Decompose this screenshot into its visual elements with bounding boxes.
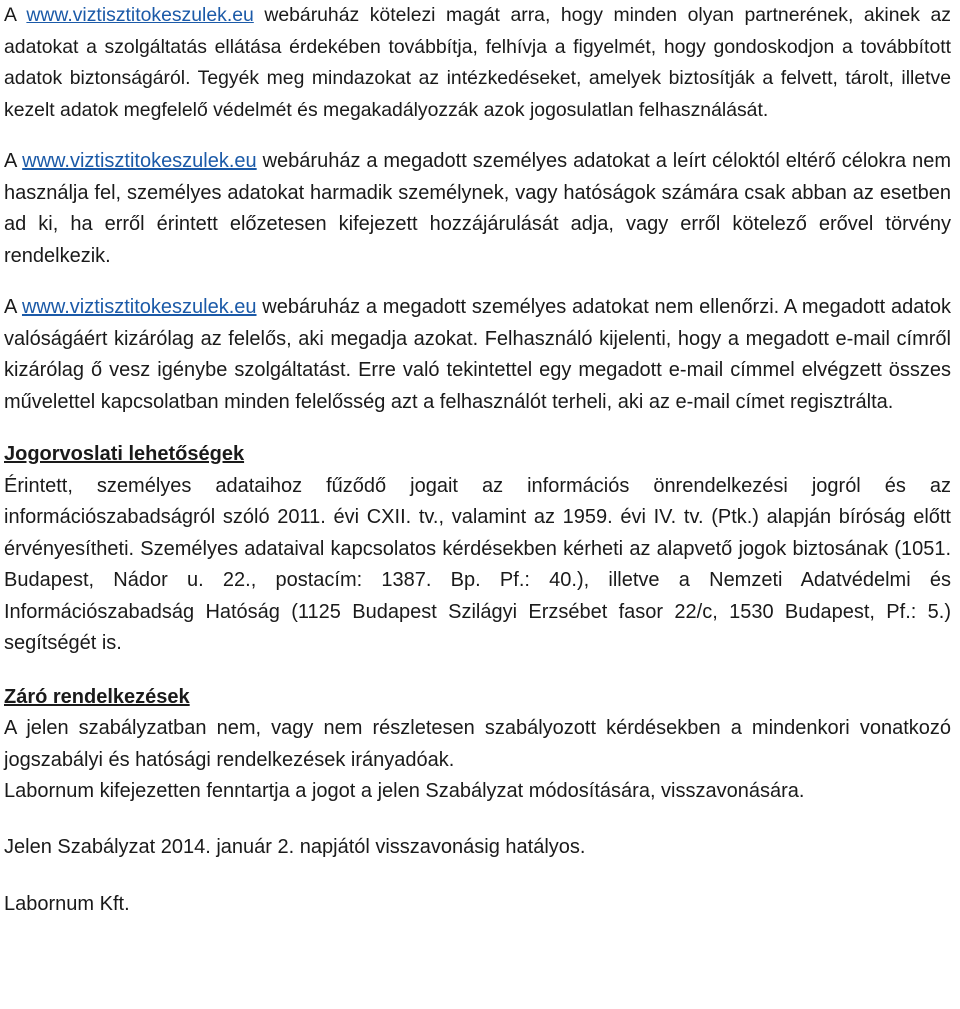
paragraph-data-verification — [4, 292, 951, 418]
paragraph-prefix: A — [4, 150, 23, 172]
paragraph-text: webáruház a megadott személyes adatokat a leírt céloktól eltérő célokra nem használja fel, személyes adatokat harmadik személynek, vagy hatóságok számára csak abban az esetben ad ki, ha erről érintett előzetesen kifejezett hozzájárulását adja, vagy erről kötelező erővel törvény rendelkezik. — [4, 150, 951, 267]
section-heading-closing: Záró rendelkezések — [4, 685, 190, 708]
paragraph-text: webáruház kötelezi magát arra, hogy minden olyan partnerének, akinek az adatokat a szolgáltatás ellátása érdekében továbbítja, felhívja a figyelmét, hogy gondoskodjon a továbbított adatok biztonságáról. Tegyék meg mindazokat az intézkedéseket, amelyek biztosítják a felvett, tárolt, illetve kezelt adatok megfelelő védelmét és megakadályozzák azok jogosulatlan felhasználását. — [4, 4, 951, 121]
company-signature: Labornum Kft. — [4, 893, 130, 915]
section-heading-remedies: Jogorvoslati lehetőségek — [4, 443, 245, 465]
paragraph-data-usage — [4, 146, 951, 272]
paragraph-prefix: A — [4, 4, 27, 26]
webshop-link[interactable]: www.viztisztitokeszulek.eu — [26, 4, 254, 26]
effective-date-text: Jelen Szabályzat 2014. január 2. napjától visszavonásig hatályos. — [4, 835, 586, 858]
webshop-link[interactable]: www.viztisztitokeszulek.eu — [21, 296, 257, 318]
paragraph-remedies: Érintett, személyes adataihoz fűződő jogait az információs önrendelkezési jogról és az információszabadságról szóló 2011. évi CXII. tv., valamint az 1959. évi IV. tv. (Ptk.) alapján bíróság előtt érvényesítheti. Személyes adataival kapcsolatos kérdésekben kérheti az alapvető jogok biztosának (1051. Budapest, Nádor u. 22., postacím: 1387. Bp. Pf.: 40.), illetve a Nemzeti Adatvédelmi és Információszabadság Hatóság (1125 Budapest Szilágyi Erzsébet fasor 22/c, 1530 Budapest, Pf.: 5.) segítségét is. — [4, 474, 951, 654]
paragraph-partner-obligation — [4, 0, 951, 126]
paragraph-closing-rights: Labornum kifejezetten fenntartja a jogot a jelen Szabályzat módosítására, visszavonására. — [4, 780, 805, 802]
paragraph-text: webáruház a megadott személyes adatokat nem ellenőrzi. A megadott adatok valóságáért kizárólag az felelős, aki megadja azokat. Felhasználó kijelenti, hogy a megadott e-mail címről kizárólag ő vesz igénybe szolgáltatást. Erre való tekintettel egy megadott e-mail címmel elvégzett összes művelettel kapcsolatban minden felelősség azt a felhasználót terheli, aki az e-mail címet regisztrálta. — [4, 296, 951, 413]
paragraph-closing-rules: A jelen szabályzatban nem, vagy nem részletesen szabályozott kérdésekben a mindenkori vonatkozó jogszabályi és hatósági rendelkezések irányadóak. — [4, 717, 951, 771]
webshop-link[interactable]: www.viztisztitokeszulek.eu — [22, 150, 257, 172]
paragraph-prefix: A — [4, 296, 22, 318]
